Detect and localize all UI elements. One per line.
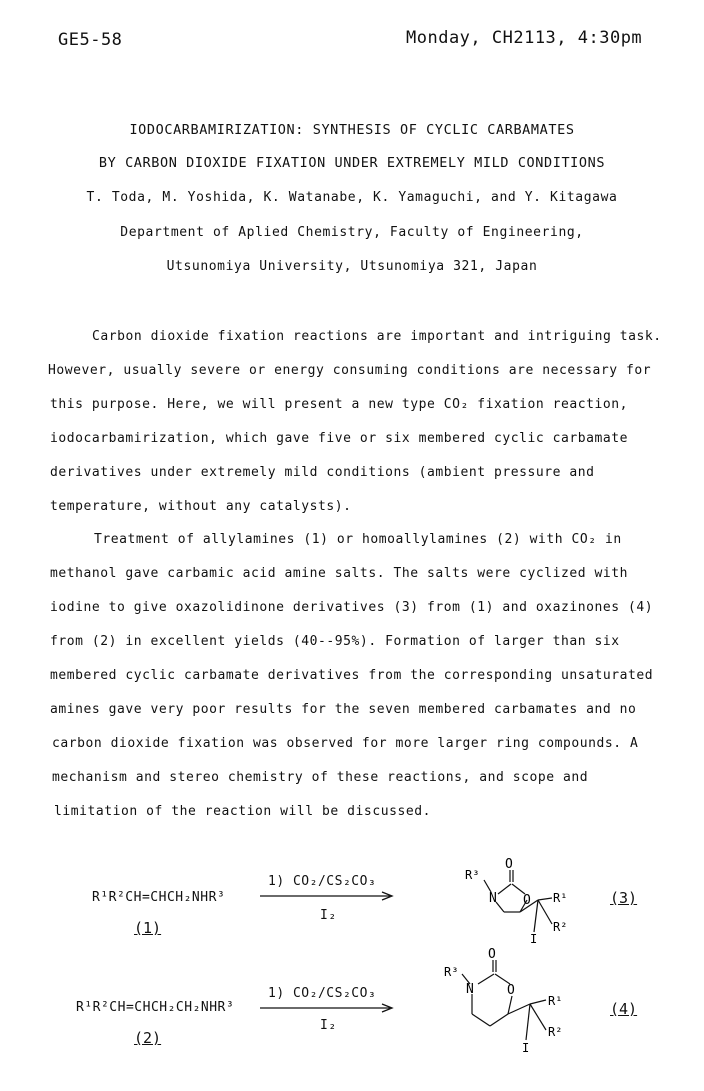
r3-substituent: R³	[444, 965, 459, 979]
authors: T. Toda, M. Yoshida, K. Watanabe, K. Yamaguchi, and Y. Kitagawa	[86, 190, 618, 205]
oxazolidinone-structure	[460, 852, 580, 944]
r1-substituent: R¹	[553, 891, 568, 905]
paragraph-2-line: Treatment of allylamines (1) or homoallylamines (2) with CO₂ in	[94, 532, 622, 547]
product-4-label: (4)	[610, 1000, 638, 1018]
paragraph-1-line: iodocarbamirization, which gave five or six membered cyclic carbamate	[50, 431, 628, 446]
ring-nitrogen: N	[466, 982, 474, 997]
paragraph-1-line: However, usually severe or energy consuming conditions are necessary for	[48, 363, 652, 378]
r2-substituent: R²	[553, 920, 568, 934]
paragraph-2-line: from (2) in excellent yields (40--95%). Formation of larger than six	[50, 634, 620, 649]
iodine-atom: I	[522, 1041, 530, 1055]
paragraph-2-line: amines gave very poor results for the seven membered carbamates and no	[50, 702, 637, 717]
reagent-1-top: 1) CO₂/CS₂CO₃	[268, 874, 377, 889]
reagent-1-bottom: I₂	[320, 908, 337, 923]
paragraph-2-line: iodine to give oxazolidinone derivatives (3) from (1) and oxazinones (4)	[50, 600, 654, 615]
ring-oxygen: O	[507, 983, 515, 998]
affiliation-line-2: Utsunomiya University, Utsunomiya 321, Japan	[166, 259, 538, 274]
r2-substituent: R²	[548, 1025, 563, 1039]
paragraph-2-line: mechanism and stereo chemistry of these reactions, and scope and	[52, 770, 589, 785]
reagent-2-top: 1) CO₂/CS₂CO₃	[268, 986, 377, 1001]
reactant-2-label: (2)	[134, 1029, 162, 1047]
session-info: Monday, CH2113, 4:30pm	[406, 28, 643, 48]
ring-nitrogen: N	[489, 891, 497, 906]
reaction-arrow-2	[258, 1001, 396, 1015]
product-3-label: (3)	[610, 889, 638, 907]
iodine-atom: I	[530, 932, 538, 944]
paragraph-1-line: Carbon dioxide fixation reactions are important and intriguing task.	[92, 329, 662, 344]
reaction-arrow-1	[258, 889, 396, 903]
reactant-1: R¹R²CH=CHCH₂NHR³	[92, 890, 226, 905]
paragraph-1-line: this purpose. Here, we will present a new type CO₂ fixation reaction,	[50, 397, 628, 412]
carbonyl-oxygen: O	[488, 947, 496, 962]
ring-oxygen: O	[523, 893, 531, 908]
abstract-code: GE5-58	[58, 30, 123, 50]
reactant-1-label: (1)	[134, 919, 162, 937]
r1-substituent: R¹	[548, 994, 563, 1008]
paragraph-1-line: derivatives under extremely mild conditions (ambient pressure and	[50, 465, 595, 480]
paragraph-1-line: temperature, without any catalysts).	[50, 499, 352, 514]
paragraph-2-line: membered cyclic carbamate derivatives from the corresponding unsaturated	[50, 668, 654, 683]
affiliation-line-1: Department of Aplied Chemistry, Faculty of Engineering,	[120, 225, 584, 240]
paragraph-2-line: methanol gave carbamic acid amine salts. The salts were cyclized with	[50, 566, 628, 581]
oxazinone-structure	[442, 944, 582, 1062]
paragraph-2-line: limitation of the reaction will be discussed.	[54, 804, 431, 819]
r3-substituent: R³	[465, 868, 480, 882]
reagent-2-bottom: I₂	[320, 1018, 337, 1033]
carbonyl-oxygen: O	[505, 857, 513, 872]
reactant-2: R¹R²CH=CHCH₂CH₂NHR³	[76, 1000, 235, 1015]
paragraph-2-line: carbon dioxide fixation was observed for more larger ring compounds. A	[52, 736, 639, 751]
title-line-1: IODOCARBAMIRIZATION: SYNTHESIS OF CYCLIC CARBAMATES	[129, 122, 575, 138]
title-line-2: BY CARBON DIOXIDE FIXATION UNDER EXTREMELY MILD CONDITIONS	[98, 155, 606, 171]
